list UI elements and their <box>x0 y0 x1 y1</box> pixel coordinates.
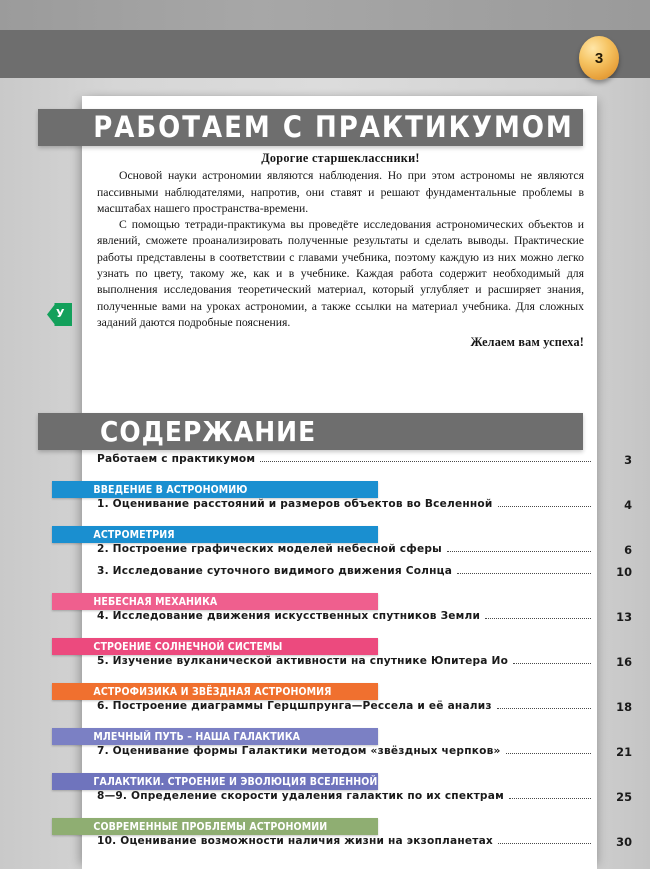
toc-entry-label: Работаем с практикумом <box>97 453 256 465</box>
toc-section-title: ГАЛАКТИКИ. СТРОЕНИЕ И ЭВОЛЮЦИЯ ВСЕЛЕННОЙ <box>93 775 378 788</box>
toc-entry-page: 18 <box>616 700 632 714</box>
toc-section <box>0 728 650 767</box>
toc-entry-page: 25 <box>616 790 632 804</box>
toc-section <box>0 818 650 857</box>
toc-section-title: АСТРОМЕТРИЯ <box>93 528 175 541</box>
toc-entry-page: 4 <box>624 498 632 512</box>
toc-section-title: СТРОЕНИЕ СОЛНЕЧНОЙ СИСТЕМЫ <box>93 640 283 653</box>
toc-section <box>0 526 650 587</box>
toc-entry-label: 5. Изучение вулканической активности на спутнике Юпитера Ио <box>97 655 509 667</box>
toc-leader-dots <box>485 617 591 619</box>
toc-entry-label: 10. Оценивание возможности наличия жизни на экзопланетах <box>97 835 493 847</box>
toc-leader-dots <box>513 662 591 664</box>
toc-entry-page: 13 <box>616 610 632 624</box>
textbook-reference-arrow-icon <box>47 303 72 326</box>
intro-greeting: Дорогие старшеклассники! <box>261 151 420 165</box>
toc-section-bar <box>52 638 378 655</box>
toc-entry[interactable] <box>0 790 650 812</box>
toc-entry-page: 6 <box>624 543 632 557</box>
toc-leader-dots <box>509 797 591 799</box>
toc-entry-label: 1. Оценивание расстояний и размеров объектов во Вселенной <box>97 498 493 510</box>
toc-entry-page: 3 <box>624 453 632 467</box>
toc-section <box>0 773 650 812</box>
top-light-band <box>0 0 650 30</box>
toc-entry[interactable] <box>0 835 650 857</box>
toc-leader-dots <box>260 460 591 462</box>
banner-working-with-practicum-text: РАБОТАЕМ С ПРАКТИКУМОМ <box>93 110 574 145</box>
toc-entry-intro[interactable] <box>0 453 650 475</box>
toc-entry[interactable] <box>0 565 650 587</box>
toc-section <box>0 683 650 722</box>
table-of-contents <box>0 453 650 860</box>
banner-working-with-practicum <box>38 109 583 146</box>
page-number-badge <box>579 36 619 80</box>
toc-entry-label: 3. Исследование суточного видимого движения Солнца <box>97 565 453 577</box>
intro-closing: Желаем вам успеха! <box>470 335 584 350</box>
toc-section-bar <box>52 593 378 610</box>
toc-leader-dots <box>497 707 591 709</box>
toc-entry-page: 16 <box>616 655 632 669</box>
toc-entry-page: 10 <box>616 565 632 579</box>
toc-entry-label: 7. Оценивание формы Галактики методом «звёздных черпков» <box>97 745 501 757</box>
toc-section-bar <box>52 526 378 543</box>
intro-text-block <box>97 150 584 351</box>
toc-sections-container <box>0 481 650 857</box>
toc-section <box>0 593 650 632</box>
toc-section-bar <box>52 818 378 835</box>
toc-entry[interactable] <box>0 745 650 767</box>
intro-paragraph-1: Основой науки астрономии являются наблюдения. Но при этом астрономы не являются пассивными наблюдателями, напротив, они ставят и решают фундаментальные проблемы в масштабах нашего пространства-времени. <box>97 169 584 215</box>
toc-section-title: НЕБЕСНАЯ МЕХАНИКА <box>93 595 218 608</box>
toc-section-title: ВВЕДЕНИЕ В АСТРОНОМИЮ <box>93 483 248 496</box>
toc-leader-dots <box>457 572 591 574</box>
toc-entry[interactable] <box>0 543 650 565</box>
toc-entry[interactable] <box>0 655 650 677</box>
toc-section-bar <box>52 728 378 745</box>
toc-section-bar <box>52 773 378 790</box>
toc-section <box>0 638 650 677</box>
toc-entry-label: 2. Построение графических моделей небесной сферы <box>97 543 442 555</box>
toc-section-title: СОВРЕМЕННЫЕ ПРОБЛЕМЫ АСТРОНОМИИ <box>93 820 328 833</box>
toc-section-bar <box>52 481 378 498</box>
toc-entry-label: 4. Исследование движения искусственных спутников Земли <box>97 610 481 622</box>
page-number-text: 3 <box>594 49 604 67</box>
intro-paragraph-2: С помощью тетради-практикума вы проведёте исследования астрономических объектов и явлений, сможете проанализировать полученные результаты и сделать выводы. Практические работы представлены в соответствии с главами учебника, поэтому каждую из них можно легко узнать по цвету, такому же, как и в учебнике. Каждая работа содержит необходимый для выполнения исследования теоретический материал, который углубляет и расширяет знания, полученные вами на уроках астрономии, а также ссылки на материал учебника. Для сложных заданий даются подробные пояснения. <box>97 218 584 329</box>
banner-contents-text: СОДЕРЖАНИЕ <box>100 415 317 448</box>
toc-entry-page: 30 <box>616 835 632 849</box>
top-dark-band <box>0 30 650 78</box>
toc-section <box>0 481 650 520</box>
toc-leader-dots <box>498 505 591 507</box>
toc-entry-label: 8—9. Определение скорости удаления галактик по их спектрам <box>97 790 504 802</box>
toc-entry[interactable] <box>0 700 650 722</box>
toc-section-bar <box>52 683 378 700</box>
toc-leader-dots <box>447 550 591 552</box>
toc-section-title: АСТРОФИЗИКА И ЗВЁЗДНАЯ АСТРОНОМИЯ <box>93 685 332 698</box>
toc-entry-page: 21 <box>616 745 632 759</box>
toc-section-title: МЛЕЧНЫЙ ПУТЬ – НАША ГАЛАКТИКА <box>93 730 301 743</box>
textbook-reference-letter: У <box>56 307 65 320</box>
toc-leader-dots <box>506 752 591 754</box>
banner-contents <box>38 413 583 450</box>
toc-entry[interactable] <box>0 498 650 520</box>
toc-entry[interactable] <box>0 610 650 632</box>
toc-leader-dots <box>498 842 591 844</box>
toc-entry-label: 6. Построение диаграммы Герцшпрунга—Рессела и её анализ <box>97 700 492 712</box>
